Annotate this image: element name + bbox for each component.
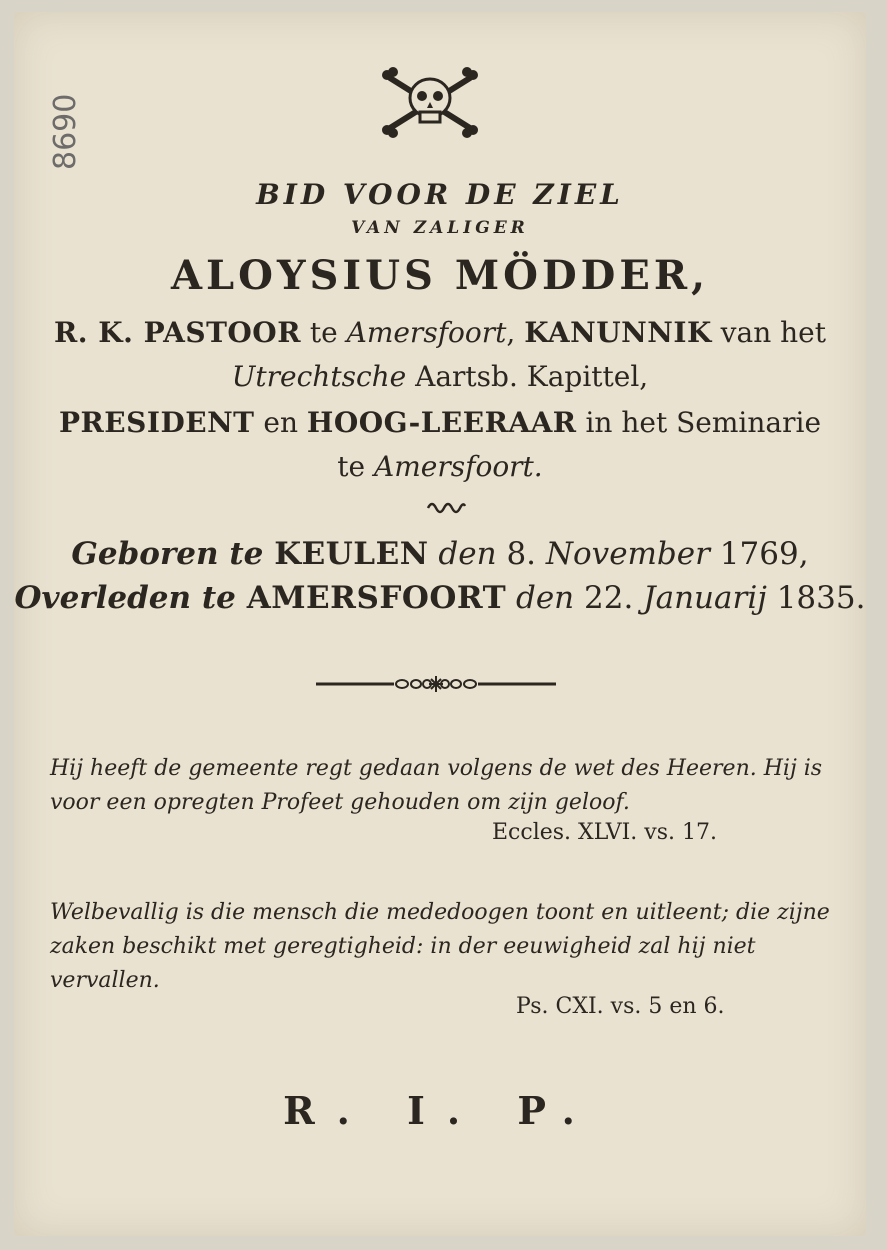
wave-ornament-icon	[426, 498, 466, 514]
text-en: en	[254, 406, 307, 439]
memorial-card	[14, 12, 866, 1236]
heading-line-1: BID VOOR DE ZIEL	[256, 178, 624, 211]
deceased-name: ALOYSIUS MÖDDER,	[170, 252, 709, 299]
text-te-2: te	[337, 450, 374, 483]
death-year: 1835.	[766, 580, 866, 616]
birth-month: November	[545, 536, 710, 572]
quote-2: Welbevallig is die mensch die mededoogen toont en uitleent; die zijne zaken beschikt met geregtigheid: in der eeuwigheid zal hij niet vervallen.	[50, 900, 830, 993]
place-amersfoort-3: AMERSFOORT	[246, 580, 507, 616]
text-kapittel: Aartsb. Kapittel,	[406, 360, 649, 393]
death-day: 22.	[584, 580, 644, 616]
title-hoogleeraar: HOOG-LEERAAR	[306, 406, 577, 439]
birth-line	[14, 536, 866, 572]
death-month: Januarij	[643, 580, 767, 616]
heading-line-2: VAN ZALIGER	[351, 218, 529, 238]
text-overleden: Overleden te	[14, 580, 247, 616]
title-kanunnik: KANUNNIK	[524, 316, 712, 349]
text-seminarie: in het Seminarie	[576, 406, 822, 439]
divider-ornament-icon	[314, 674, 558, 694]
death-line	[14, 580, 866, 616]
birth-year: 1769,	[709, 536, 809, 572]
text-den-2: den	[506, 580, 585, 616]
text-te: te	[300, 316, 347, 349]
text-utrechtsche: Utrechtsche	[231, 360, 407, 393]
place-keulen: KEULEN	[274, 536, 429, 572]
pencil-number: 8690	[48, 93, 83, 170]
title-pastoor: R. K. PASTOOR	[54, 316, 301, 349]
title-line-2	[14, 360, 866, 393]
title-line-4	[14, 450, 866, 483]
title-line-1	[14, 316, 866, 349]
text-den: den	[428, 536, 507, 572]
title-president: PRESIDENT	[58, 406, 255, 439]
birth-day: 8.	[506, 536, 546, 572]
text-van-het: van het	[711, 316, 826, 349]
quote-1: Hij heeft de gemeente regt gedaan volgens de wet des Heeren. Hij is voor een opregten Profeet gehouden om zijn geloof.	[50, 756, 823, 815]
closing-rip: R. I. P.	[283, 1088, 597, 1133]
text-comma: ,	[506, 316, 525, 349]
quote-2-reference: Ps. CXI. vs. 5 en 6.	[516, 994, 725, 1019]
text-geboren: Geboren te	[71, 536, 275, 572]
quote-1-reference: Eccles. XLVI. vs. 17.	[492, 820, 717, 845]
place-amersfoort-2: Amersfoort.	[374, 450, 543, 483]
title-line-3	[14, 406, 866, 439]
place-amersfoort: Amersfoort	[346, 316, 507, 349]
skull-crossbones-icon	[378, 66, 482, 138]
